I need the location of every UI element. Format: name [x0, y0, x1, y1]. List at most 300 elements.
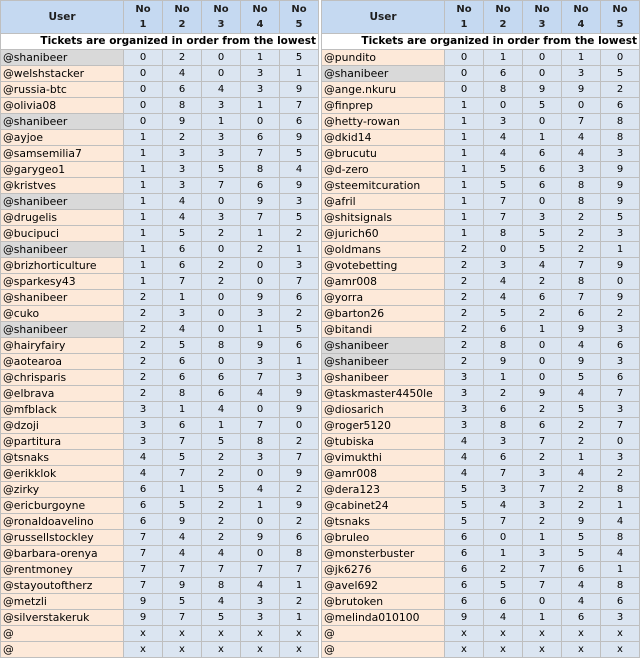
- ticket-number-cell[interactable]: 2: [562, 210, 601, 226]
- ticket-number-cell[interactable]: x: [562, 626, 601, 642]
- ticket-number-cell[interactable]: 5: [163, 594, 202, 610]
- ticket-number-cell[interactable]: 7: [523, 578, 562, 594]
- user-cell[interactable]: @chrisparis: [1, 370, 124, 386]
- user-cell[interactable]: @shanibeer: [1, 290, 124, 306]
- ticket-number-cell[interactable]: x: [523, 642, 562, 658]
- ticket-number-cell[interactable]: 0: [241, 114, 280, 130]
- ticket-number-cell[interactable]: 1: [445, 194, 484, 210]
- ticket-number-cell[interactable]: 6: [445, 594, 484, 610]
- ticket-number-cell[interactable]: 0: [241, 466, 280, 482]
- ticket-number-cell[interactable]: 2: [124, 290, 163, 306]
- user-cell[interactable]: @hairyfairy: [1, 338, 124, 354]
- ticket-number-cell[interactable]: 1: [445, 226, 484, 242]
- ticket-number-cell[interactable]: 4: [562, 146, 601, 162]
- ticket-number-cell[interactable]: 3: [484, 482, 523, 498]
- ticket-number-cell[interactable]: 1: [484, 370, 523, 386]
- ticket-number-cell[interactable]: 2: [601, 466, 640, 482]
- ticket-number-cell[interactable]: 6: [124, 514, 163, 530]
- ticket-number-cell[interactable]: 0: [202, 194, 241, 210]
- ticket-number-cell[interactable]: 7: [124, 530, 163, 546]
- ticket-number-cell[interactable]: 1: [601, 562, 640, 578]
- ticket-number-cell[interactable]: 5: [484, 306, 523, 322]
- ticket-number-cell[interactable]: 0: [601, 274, 640, 290]
- ticket-number-cell[interactable]: 5: [280, 146, 319, 162]
- ticket-number-cell[interactable]: 7: [163, 466, 202, 482]
- ticket-number-cell[interactable]: 9: [241, 338, 280, 354]
- ticket-number-cell[interactable]: 7: [202, 562, 241, 578]
- user-cell[interactable]: @drugelis: [1, 210, 124, 226]
- ticket-number-cell[interactable]: 5: [445, 514, 484, 530]
- user-cell[interactable]: @melinda010100: [322, 610, 445, 626]
- ticket-number-cell[interactable]: 1: [445, 114, 484, 130]
- ticket-number-cell[interactable]: 2: [124, 338, 163, 354]
- ticket-number-cell[interactable]: 6: [163, 82, 202, 98]
- ticket-number-cell[interactable]: 0: [124, 50, 163, 66]
- ticket-number-cell[interactable]: 7: [523, 482, 562, 498]
- ticket-number-cell[interactable]: 7: [124, 562, 163, 578]
- ticket-number-cell[interactable]: 4: [484, 610, 523, 626]
- ticket-number-cell[interactable]: 9: [241, 530, 280, 546]
- ticket-number-cell[interactable]: 1: [241, 322, 280, 338]
- user-cell[interactable]: @shanibeer: [1, 322, 124, 338]
- ticket-number-cell[interactable]: 3: [445, 418, 484, 434]
- ticket-number-cell[interactable]: 4: [484, 498, 523, 514]
- user-cell[interactable]: @bruleo: [322, 530, 445, 546]
- ticket-number-cell[interactable]: 7: [484, 514, 523, 530]
- ticket-number-cell[interactable]: 1: [124, 130, 163, 146]
- ticket-number-cell[interactable]: 0: [202, 242, 241, 258]
- ticket-number-cell[interactable]: 6: [163, 258, 202, 274]
- ticket-number-cell[interactable]: 8: [241, 162, 280, 178]
- ticket-number-cell[interactable]: 0: [124, 82, 163, 98]
- ticket-number-cell[interactable]: 9: [484, 354, 523, 370]
- ticket-number-cell[interactable]: 5: [445, 498, 484, 514]
- ticket-number-cell[interactable]: 1: [202, 114, 241, 130]
- ticket-number-cell[interactable]: 0: [523, 370, 562, 386]
- ticket-number-cell[interactable]: 3: [163, 178, 202, 194]
- ticket-number-cell[interactable]: 1: [124, 226, 163, 242]
- user-cell[interactable]: @aotearoa: [1, 354, 124, 370]
- ticket-number-cell[interactable]: 0: [241, 402, 280, 418]
- user-cell[interactable]: @mfblack: [1, 402, 124, 418]
- user-cell[interactable]: @cabinet24: [322, 498, 445, 514]
- ticket-number-cell[interactable]: 1: [241, 98, 280, 114]
- user-cell[interactable]: @afril: [322, 194, 445, 210]
- ticket-number-cell[interactable]: 7: [562, 114, 601, 130]
- ticket-number-cell[interactable]: 9: [562, 82, 601, 98]
- ticket-number-cell[interactable]: 2: [562, 242, 601, 258]
- user-cell[interactable]: @rentmoney: [1, 562, 124, 578]
- ticket-number-cell[interactable]: 6: [523, 162, 562, 178]
- ticket-number-cell[interactable]: 7: [484, 210, 523, 226]
- ticket-number-cell[interactable]: 7: [163, 434, 202, 450]
- ticket-number-cell[interactable]: 2: [280, 434, 319, 450]
- user-cell[interactable]: @samsemilia7: [1, 146, 124, 162]
- ticket-number-cell[interactable]: x: [280, 642, 319, 658]
- ticket-number-cell[interactable]: 4: [202, 402, 241, 418]
- ticket-number-cell[interactable]: 9: [601, 194, 640, 210]
- ticket-number-cell[interactable]: 3: [163, 146, 202, 162]
- user-cell[interactable]: @shitsignals: [322, 210, 445, 226]
- ticket-number-cell[interactable]: 9: [280, 466, 319, 482]
- ticket-number-cell[interactable]: x: [601, 626, 640, 642]
- ticket-number-cell[interactable]: 2: [124, 322, 163, 338]
- ticket-number-cell[interactable]: 4: [202, 594, 241, 610]
- ticket-number-cell[interactable]: 5: [562, 370, 601, 386]
- ticket-number-cell[interactable]: 3: [523, 546, 562, 562]
- ticket-number-cell[interactable]: 3: [202, 210, 241, 226]
- user-cell[interactable]: @cuko: [1, 306, 124, 322]
- ticket-number-cell[interactable]: 2: [202, 450, 241, 466]
- ticket-number-cell[interactable]: 9: [280, 178, 319, 194]
- user-cell[interactable]: @: [322, 626, 445, 642]
- ticket-number-cell[interactable]: 4: [562, 466, 601, 482]
- ticket-number-cell[interactable]: 6: [445, 546, 484, 562]
- ticket-number-cell[interactable]: 5: [202, 610, 241, 626]
- ticket-number-cell[interactable]: 6: [202, 370, 241, 386]
- ticket-number-cell[interactable]: 5: [280, 210, 319, 226]
- ticket-number-cell[interactable]: 4: [163, 322, 202, 338]
- ticket-number-cell[interactable]: 2: [523, 402, 562, 418]
- ticket-number-cell[interactable]: 0: [241, 546, 280, 562]
- ticket-number-cell[interactable]: 1: [124, 258, 163, 274]
- ticket-number-cell[interactable]: 1: [280, 66, 319, 82]
- ticket-number-cell[interactable]: 7: [601, 418, 640, 434]
- ticket-number-cell[interactable]: 7: [241, 370, 280, 386]
- ticket-number-cell[interactable]: 3: [601, 146, 640, 162]
- ticket-number-cell[interactable]: 0: [202, 66, 241, 82]
- ticket-number-cell[interactable]: 0: [601, 50, 640, 66]
- ticket-number-cell[interactable]: 2: [523, 274, 562, 290]
- user-cell[interactable]: @roger5120: [322, 418, 445, 434]
- user-cell[interactable]: @stayoutoftherz: [1, 578, 124, 594]
- ticket-number-cell[interactable]: 9: [562, 514, 601, 530]
- ticket-number-cell[interactable]: 7: [280, 450, 319, 466]
- ticket-number-cell[interactable]: 6: [562, 562, 601, 578]
- ticket-number-cell[interactable]: 7: [163, 610, 202, 626]
- ticket-number-cell[interactable]: 8: [562, 178, 601, 194]
- ticket-number-cell[interactable]: 6: [445, 578, 484, 594]
- ticket-number-cell[interactable]: 7: [163, 274, 202, 290]
- ticket-number-cell[interactable]: x: [163, 642, 202, 658]
- ticket-number-cell[interactable]: 0: [241, 258, 280, 274]
- ticket-number-cell[interactable]: 6: [163, 354, 202, 370]
- ticket-number-cell[interactable]: 6: [280, 114, 319, 130]
- ticket-number-cell[interactable]: 1: [445, 130, 484, 146]
- ticket-number-cell[interactable]: 2: [241, 242, 280, 258]
- ticket-number-cell[interactable]: x: [124, 642, 163, 658]
- ticket-number-cell[interactable]: 9: [280, 130, 319, 146]
- user-cell[interactable]: @zirky: [1, 482, 124, 498]
- user-cell[interactable]: @russellstockley: [1, 530, 124, 546]
- ticket-number-cell[interactable]: 0: [523, 354, 562, 370]
- user-cell[interactable]: @: [1, 626, 124, 642]
- ticket-number-cell[interactable]: 4: [163, 530, 202, 546]
- user-cell[interactable]: @pundito: [322, 50, 445, 66]
- ticket-number-cell[interactable]: 0: [124, 114, 163, 130]
- ticket-number-cell[interactable]: 5: [484, 162, 523, 178]
- ticket-number-cell[interactable]: 1: [124, 162, 163, 178]
- ticket-number-cell[interactable]: 5: [601, 66, 640, 82]
- ticket-number-cell[interactable]: 5: [484, 578, 523, 594]
- ticket-number-cell[interactable]: 4: [523, 258, 562, 274]
- ticket-number-cell[interactable]: 5: [562, 546, 601, 562]
- user-cell[interactable]: @amr008: [322, 274, 445, 290]
- ticket-number-cell[interactable]: 7: [562, 290, 601, 306]
- ticket-number-cell[interactable]: 6: [163, 242, 202, 258]
- ticket-number-cell[interactable]: 9: [280, 82, 319, 98]
- ticket-number-cell[interactable]: x: [601, 642, 640, 658]
- ticket-number-cell[interactable]: 7: [163, 562, 202, 578]
- ticket-number-cell[interactable]: 5: [601, 210, 640, 226]
- ticket-number-cell[interactable]: 0: [124, 66, 163, 82]
- ticket-number-cell[interactable]: 4: [484, 290, 523, 306]
- user-cell[interactable]: @amr008: [322, 466, 445, 482]
- ticket-number-cell[interactable]: 4: [163, 210, 202, 226]
- ticket-number-cell[interactable]: 3: [241, 594, 280, 610]
- user-cell[interactable]: @: [1, 642, 124, 658]
- user-cell[interactable]: @brutoken: [322, 594, 445, 610]
- ticket-number-cell[interactable]: 0: [601, 434, 640, 450]
- ticket-number-cell[interactable]: 6: [484, 66, 523, 82]
- ticket-number-cell[interactable]: 8: [202, 338, 241, 354]
- ticket-number-cell[interactable]: 1: [124, 274, 163, 290]
- ticket-number-cell[interactable]: 4: [241, 386, 280, 402]
- ticket-number-cell[interactable]: 0: [241, 514, 280, 530]
- user-cell[interactable]: @avel692: [322, 578, 445, 594]
- user-cell[interactable]: @bucipuci: [1, 226, 124, 242]
- user-cell[interactable]: @vimukthi: [322, 450, 445, 466]
- user-cell[interactable]: @garygeo1: [1, 162, 124, 178]
- ticket-number-cell[interactable]: 1: [445, 210, 484, 226]
- ticket-number-cell[interactable]: 6: [241, 178, 280, 194]
- ticket-number-cell[interactable]: 6: [523, 290, 562, 306]
- ticket-number-cell[interactable]: 4: [445, 466, 484, 482]
- ticket-number-cell[interactable]: 2: [445, 258, 484, 274]
- ticket-number-cell[interactable]: 8: [280, 546, 319, 562]
- ticket-number-cell[interactable]: 2: [280, 306, 319, 322]
- ticket-number-cell[interactable]: 7: [241, 562, 280, 578]
- ticket-number-cell[interactable]: 2: [163, 130, 202, 146]
- ticket-number-cell[interactable]: x: [124, 626, 163, 642]
- ticket-number-cell[interactable]: 6: [601, 594, 640, 610]
- user-cell[interactable]: @: [322, 642, 445, 658]
- ticket-number-cell[interactable]: 8: [601, 482, 640, 498]
- ticket-number-cell[interactable]: 1: [280, 578, 319, 594]
- user-cell[interactable]: @oldmans: [322, 242, 445, 258]
- ticket-number-cell[interactable]: 2: [445, 290, 484, 306]
- ticket-number-cell[interactable]: 9: [280, 498, 319, 514]
- ticket-number-cell[interactable]: 4: [202, 82, 241, 98]
- ticket-number-cell[interactable]: 5: [202, 434, 241, 450]
- user-cell[interactable]: @olivia08: [1, 98, 124, 114]
- ticket-number-cell[interactable]: 6: [280, 290, 319, 306]
- ticket-number-cell[interactable]: 6: [124, 498, 163, 514]
- ticket-number-cell[interactable]: 2: [562, 418, 601, 434]
- ticket-number-cell[interactable]: 2: [445, 338, 484, 354]
- ticket-number-cell[interactable]: 4: [241, 482, 280, 498]
- user-cell[interactable]: @ayjoe: [1, 130, 124, 146]
- ticket-number-cell[interactable]: 0: [202, 290, 241, 306]
- ticket-number-cell[interactable]: 2: [562, 498, 601, 514]
- ticket-number-cell[interactable]: 9: [241, 194, 280, 210]
- ticket-number-cell[interactable]: 3: [523, 498, 562, 514]
- ticket-number-cell[interactable]: 6: [280, 530, 319, 546]
- ticket-number-cell[interactable]: 2: [601, 306, 640, 322]
- ticket-number-cell[interactable]: 6: [523, 178, 562, 194]
- ticket-number-cell[interactable]: 3: [601, 402, 640, 418]
- ticket-number-cell[interactable]: 0: [202, 50, 241, 66]
- user-cell[interactable]: @shanibeer: [1, 50, 124, 66]
- ticket-number-cell[interactable]: 5: [562, 402, 601, 418]
- ticket-number-cell[interactable]: 2: [124, 306, 163, 322]
- ticket-number-cell[interactable]: 5: [163, 226, 202, 242]
- ticket-number-cell[interactable]: 5: [163, 450, 202, 466]
- ticket-number-cell[interactable]: 2: [202, 530, 241, 546]
- user-cell[interactable]: @ange.nkuru: [322, 82, 445, 98]
- ticket-number-cell[interactable]: 2: [562, 226, 601, 242]
- ticket-number-cell[interactable]: 1: [445, 162, 484, 178]
- ticket-number-cell[interactable]: 7: [202, 178, 241, 194]
- ticket-number-cell[interactable]: 3: [601, 322, 640, 338]
- ticket-number-cell[interactable]: 0: [280, 418, 319, 434]
- ticket-number-cell[interactable]: 9: [601, 162, 640, 178]
- user-cell[interactable]: @shanibeer: [1, 194, 124, 210]
- ticket-number-cell[interactable]: 6: [202, 386, 241, 402]
- ticket-number-cell[interactable]: 5: [445, 482, 484, 498]
- ticket-number-cell[interactable]: 3: [202, 98, 241, 114]
- ticket-number-cell[interactable]: 1: [202, 418, 241, 434]
- ticket-number-cell[interactable]: 3: [601, 610, 640, 626]
- ticket-number-cell[interactable]: 4: [562, 594, 601, 610]
- user-cell[interactable]: @hetty-rowan: [322, 114, 445, 130]
- ticket-number-cell[interactable]: 5: [523, 98, 562, 114]
- ticket-number-cell[interactable]: 1: [445, 146, 484, 162]
- ticket-number-cell[interactable]: 3: [241, 450, 280, 466]
- user-cell[interactable]: @monsterbuster: [322, 546, 445, 562]
- ticket-number-cell[interactable]: 0: [523, 594, 562, 610]
- ticket-number-cell[interactable]: x: [202, 626, 241, 642]
- ticket-number-cell[interactable]: 2: [280, 482, 319, 498]
- user-cell[interactable]: @partitura: [1, 434, 124, 450]
- user-cell[interactable]: @barton26: [322, 306, 445, 322]
- ticket-number-cell[interactable]: 9: [280, 402, 319, 418]
- ticket-number-cell[interactable]: 9: [241, 290, 280, 306]
- ticket-number-cell[interactable]: 5: [523, 226, 562, 242]
- ticket-number-cell[interactable]: 4: [280, 162, 319, 178]
- ticket-number-cell[interactable]: 3: [124, 434, 163, 450]
- ticket-number-cell[interactable]: 8: [163, 98, 202, 114]
- ticket-number-cell[interactable]: 6: [124, 482, 163, 498]
- ticket-number-cell[interactable]: 7: [124, 578, 163, 594]
- user-cell[interactable]: @elbrava: [1, 386, 124, 402]
- ticket-number-cell[interactable]: 4: [241, 578, 280, 594]
- ticket-number-cell[interactable]: 3: [562, 66, 601, 82]
- ticket-number-cell[interactable]: 3: [163, 306, 202, 322]
- ticket-number-cell[interactable]: 2: [445, 274, 484, 290]
- ticket-number-cell[interactable]: 4: [562, 386, 601, 402]
- ticket-number-cell[interactable]: 1: [241, 498, 280, 514]
- ticket-number-cell[interactable]: 7: [562, 258, 601, 274]
- ticket-number-cell[interactable]: 3: [445, 386, 484, 402]
- ticket-number-cell[interactable]: 7: [280, 274, 319, 290]
- ticket-number-cell[interactable]: 3: [202, 130, 241, 146]
- ticket-number-cell[interactable]: 4: [202, 546, 241, 562]
- user-cell[interactable]: @brucutu: [322, 146, 445, 162]
- ticket-number-cell[interactable]: 9: [523, 82, 562, 98]
- user-cell[interactable]: @yorra: [322, 290, 445, 306]
- ticket-number-cell[interactable]: 5: [163, 498, 202, 514]
- ticket-number-cell[interactable]: 1: [241, 50, 280, 66]
- ticket-number-cell[interactable]: 3: [601, 354, 640, 370]
- ticket-number-cell[interactable]: 0: [202, 354, 241, 370]
- ticket-number-cell[interactable]: 5: [163, 338, 202, 354]
- user-cell[interactable]: @finprep: [322, 98, 445, 114]
- ticket-number-cell[interactable]: 2: [202, 258, 241, 274]
- user-cell[interactable]: @jk6276: [322, 562, 445, 578]
- ticket-number-cell[interactable]: x: [202, 642, 241, 658]
- ticket-number-cell[interactable]: 6: [484, 594, 523, 610]
- ticket-number-cell[interactable]: 1: [445, 178, 484, 194]
- user-cell[interactable]: @bitandi: [322, 322, 445, 338]
- ticket-number-cell[interactable]: 1: [562, 450, 601, 466]
- ticket-number-cell[interactable]: 1: [124, 146, 163, 162]
- ticket-number-cell[interactable]: 7: [241, 146, 280, 162]
- ticket-number-cell[interactable]: 1: [601, 242, 640, 258]
- ticket-number-cell[interactable]: 3: [280, 194, 319, 210]
- ticket-number-cell[interactable]: 1: [163, 482, 202, 498]
- ticket-number-cell[interactable]: x: [163, 626, 202, 642]
- ticket-number-cell[interactable]: 3: [241, 354, 280, 370]
- ticket-number-cell[interactable]: 9: [445, 610, 484, 626]
- ticket-number-cell[interactable]: x: [562, 642, 601, 658]
- ticket-number-cell[interactable]: 8: [601, 114, 640, 130]
- ticket-number-cell[interactable]: x: [484, 642, 523, 658]
- ticket-number-cell[interactable]: 0: [523, 194, 562, 210]
- ticket-number-cell[interactable]: 3: [241, 306, 280, 322]
- ticket-number-cell[interactable]: 4: [445, 450, 484, 466]
- ticket-number-cell[interactable]: 7: [484, 466, 523, 482]
- ticket-number-cell[interactable]: 6: [562, 610, 601, 626]
- ticket-number-cell[interactable]: 1: [124, 210, 163, 226]
- ticket-number-cell[interactable]: 8: [484, 338, 523, 354]
- user-cell[interactable]: @votebetting: [322, 258, 445, 274]
- user-cell[interactable]: @dkid14: [322, 130, 445, 146]
- ticket-number-cell[interactable]: 3: [241, 82, 280, 98]
- ticket-number-cell[interactable]: 2: [523, 306, 562, 322]
- ticket-number-cell[interactable]: 0: [445, 82, 484, 98]
- ticket-number-cell[interactable]: 0: [523, 50, 562, 66]
- ticket-number-cell[interactable]: 8: [163, 386, 202, 402]
- ticket-number-cell[interactable]: 2: [163, 50, 202, 66]
- ticket-number-cell[interactable]: 9: [562, 354, 601, 370]
- ticket-number-cell[interactable]: 3: [445, 370, 484, 386]
- ticket-number-cell[interactable]: 2: [523, 450, 562, 466]
- ticket-number-cell[interactable]: 4: [484, 274, 523, 290]
- ticket-number-cell[interactable]: 6: [484, 402, 523, 418]
- user-cell[interactable]: @tsnaks: [1, 450, 124, 466]
- ticket-number-cell[interactable]: 4: [562, 578, 601, 594]
- ticket-number-cell[interactable]: 7: [241, 210, 280, 226]
- user-cell[interactable]: @russia-btc: [1, 82, 124, 98]
- ticket-number-cell[interactable]: 4: [124, 466, 163, 482]
- ticket-number-cell[interactable]: 6: [163, 418, 202, 434]
- ticket-number-cell[interactable]: 3: [562, 162, 601, 178]
- ticket-number-cell[interactable]: 1: [280, 610, 319, 626]
- ticket-number-cell[interactable]: 3: [241, 610, 280, 626]
- ticket-number-cell[interactable]: 0: [484, 530, 523, 546]
- ticket-number-cell[interactable]: 3: [202, 146, 241, 162]
